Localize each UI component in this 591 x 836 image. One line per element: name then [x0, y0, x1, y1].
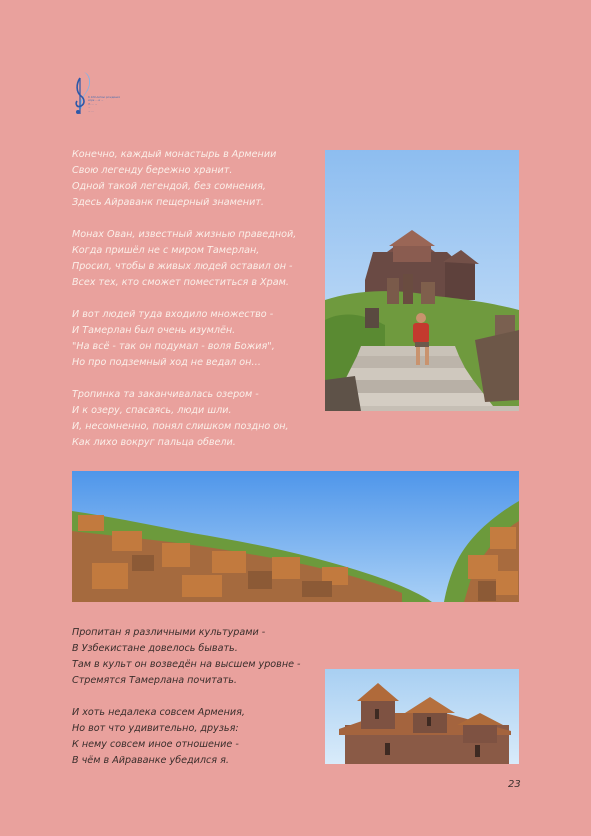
photo-monastery-steps: [325, 150, 519, 411]
poem-line: Свою легенду бережно хранит.: [72, 165, 233, 176]
poem-line: И Тамерлан был очень изумлён.: [72, 325, 236, 336]
poem-line: В Узбекистане довелось бывать.: [72, 643, 238, 654]
stanza: [72, 307, 312, 371]
logo-tagline-line: К 100-летию рождения: [88, 96, 120, 99]
poem-line: Когда пришёл не с миром Тамерлан,: [72, 245, 260, 256]
logo-tagline-line: хора ... и ...: [88, 99, 104, 103]
poem-line: Монах Ован, известный жизнью праведной,: [72, 229, 297, 240]
logo-tagline-line: Л. ... ...: [88, 102, 98, 106]
poem-line: Пропитан я различными культурами -: [72, 627, 266, 638]
stanza: [72, 227, 312, 291]
poem-line: И хоть недалека совсем Армения,: [72, 707, 245, 718]
poem-bottom: [72, 625, 312, 785]
poem-line: Как лихо вокруг пальца обвели.: [72, 437, 236, 448]
photo-rocky-pass-image: [72, 471, 519, 602]
stanza: [72, 705, 312, 769]
poem-top: [72, 147, 312, 467]
poem-line: Просил, чтобы в живых людей оставил он -: [72, 261, 293, 272]
logo-tagline-line: ... ...: [88, 109, 94, 113]
poem-line: Одной такой легендой, без сомнения,: [72, 181, 266, 192]
logo-tagline-line: ...: [88, 106, 91, 110]
poem-line: К нему совсем иное отношение -: [72, 739, 239, 750]
poem-line: И вот людей туда входило множество -: [72, 309, 274, 320]
stanza: [72, 625, 312, 689]
poem-line: Там в культ он возведён на высшем уровне -: [72, 659, 301, 670]
page-number: 23: [508, 779, 521, 790]
poem-line: Всех тех, кто сможет поместиться в Храм.: [72, 277, 289, 288]
poem-line: И к озеру, спасаясь, люди шли.: [72, 405, 232, 416]
stanza: [72, 387, 312, 451]
poem-line: Конечно, каждый монастырь в Армении: [72, 149, 277, 160]
photo-monastery-steps-image: [325, 150, 519, 411]
poem-line: Но вот что удивительно, друзья:: [72, 723, 239, 734]
poem-line: В чём в Айраванке убедился я.: [72, 755, 229, 766]
logo: [70, 70, 132, 116]
poem-line: И, несомненно, понял слишком поздно он,: [72, 421, 289, 432]
poem-line: "На всё - так он подумал - воля Божия",: [72, 341, 275, 352]
poem-line: Стремятся Тамерлана почитать.: [72, 675, 237, 686]
photo-rocky-pass: [72, 471, 519, 602]
stanza: [72, 147, 312, 211]
logo-tagline: [88, 96, 134, 113]
poem-line: Тропинка та заканчивалась озером -: [72, 389, 259, 400]
photo-church-domes-image: [325, 669, 519, 764]
poem-line: Здесь Айраванк пещерный знаменит.: [72, 197, 264, 208]
poem-line: Но про подземный ход не ведал он…: [72, 357, 262, 368]
photo-church-domes: [325, 669, 519, 764]
